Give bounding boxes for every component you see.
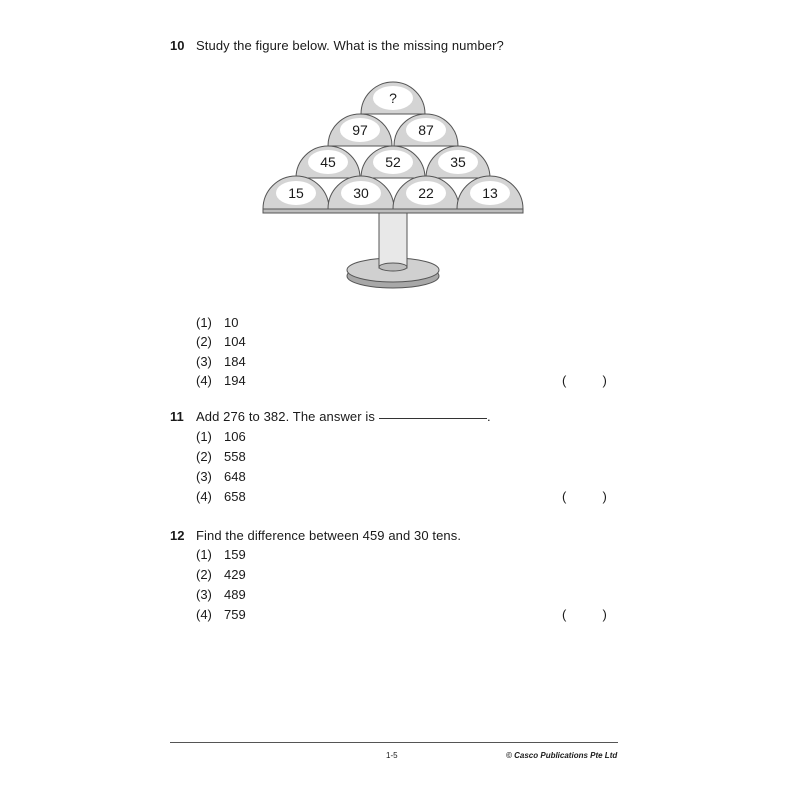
question-12-option-4[interactable] xyxy=(196,607,246,622)
option-label: (2) xyxy=(196,449,212,464)
question-11-option-4[interactable] xyxy=(196,489,246,504)
figure-value: 15 xyxy=(288,185,304,201)
question-10-text: Study the figure below. What is the missing number? xyxy=(196,38,504,53)
option-label: (4) xyxy=(196,373,212,388)
figure-value: 30 xyxy=(353,185,369,201)
question-10-answer-box[interactable]: ( ) xyxy=(562,373,607,388)
option-value: 159 xyxy=(224,547,246,562)
option-value: 104 xyxy=(224,334,246,349)
option-value: 658 xyxy=(224,489,246,504)
dome xyxy=(426,146,490,178)
option-label: (1) xyxy=(196,429,212,444)
dome xyxy=(328,114,392,146)
question-11-option-2[interactable] xyxy=(196,449,246,464)
figure-value: 22 xyxy=(418,185,434,201)
option-value: 489 xyxy=(224,587,246,602)
dome xyxy=(361,82,425,114)
figure-value: 45 xyxy=(320,154,336,170)
option-label: (4) xyxy=(196,607,212,622)
option-value: 759 xyxy=(224,607,246,622)
question-12-answer-box[interactable]: ( ) xyxy=(562,607,607,622)
figure-value-missing: ? xyxy=(389,90,397,106)
question-11-period: . xyxy=(487,409,491,424)
dome xyxy=(361,146,425,178)
figure-value: 13 xyxy=(482,185,498,201)
option-value: 10 xyxy=(224,315,239,330)
number-pyramid-figure xyxy=(250,70,540,300)
option-label: (4) xyxy=(196,489,212,504)
question-11-text xyxy=(196,409,491,424)
option-value: 558 xyxy=(224,449,246,464)
option-label: (2) xyxy=(196,567,212,582)
footer-divider xyxy=(170,742,618,743)
dome xyxy=(328,176,394,209)
page-number: 1-5 xyxy=(386,751,398,760)
dome xyxy=(394,114,458,146)
option-label: (2) xyxy=(196,334,212,349)
question-10-option-1[interactable] xyxy=(196,315,238,330)
option-value: 184 xyxy=(224,354,246,369)
question-11-option-1[interactable] xyxy=(196,429,246,444)
question-10-option-2[interactable] xyxy=(196,334,246,349)
option-value: 429 xyxy=(224,567,246,582)
answer-blank[interactable] xyxy=(379,418,487,419)
stand-pole xyxy=(379,212,407,268)
figure-value: 87 xyxy=(418,122,434,138)
question-12-number: 12 xyxy=(170,528,185,543)
option-label: (3) xyxy=(196,469,212,484)
question-11-prompt: Add 276 to 382. The answer is xyxy=(196,409,375,424)
option-value: 194 xyxy=(224,373,246,388)
question-10-option-3[interactable] xyxy=(196,354,246,369)
figure-value: 52 xyxy=(385,154,401,170)
dome xyxy=(296,146,360,178)
copyright-notice: © Casco Publications Pte Ltd xyxy=(506,751,618,760)
option-value: 648 xyxy=(224,469,246,484)
option-label: (3) xyxy=(196,587,212,602)
dome xyxy=(457,176,523,209)
stand-tray xyxy=(263,209,523,213)
figure-value: 35 xyxy=(450,154,466,170)
question-11-answer-box[interactable]: ( ) xyxy=(562,489,607,504)
option-label: (3) xyxy=(196,354,212,369)
question-12-option-2[interactable] xyxy=(196,567,246,582)
question-12-option-1[interactable] xyxy=(196,547,246,562)
question-11-option-3[interactable] xyxy=(196,469,246,484)
question-12-option-3[interactable] xyxy=(196,587,246,602)
question-12-text: Find the difference between 459 and 30 tens. xyxy=(196,528,462,543)
question-10-option-4[interactable] xyxy=(196,373,246,388)
option-label: (1) xyxy=(196,547,212,562)
dome xyxy=(393,176,459,209)
option-label: (1) xyxy=(196,315,212,330)
dome xyxy=(263,176,329,209)
option-value: 106 xyxy=(224,429,246,444)
question-11-number: 11 xyxy=(170,409,184,424)
question-10-number: 10 xyxy=(170,38,185,53)
figure-value: 97 xyxy=(352,122,368,138)
